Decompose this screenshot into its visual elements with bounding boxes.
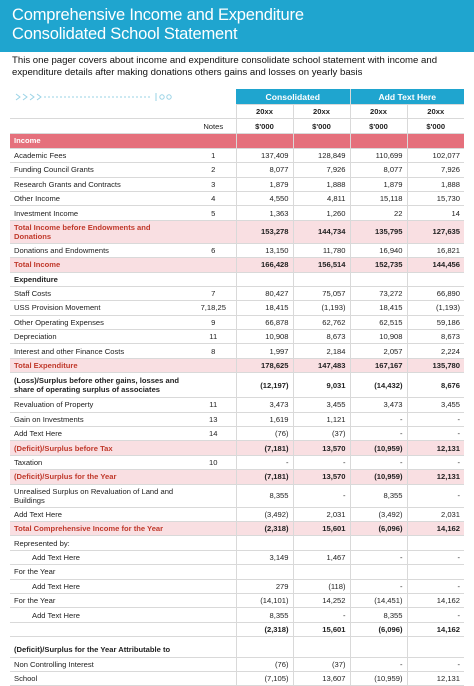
title-line-1: Comprehensive Income and Expenditure bbox=[12, 6, 304, 24]
row-value: 2,057 bbox=[350, 344, 407, 358]
row-note: 8 bbox=[191, 344, 236, 358]
row-label: Gain on Investments bbox=[10, 412, 191, 426]
row-value: - bbox=[407, 455, 464, 469]
table-row bbox=[10, 344, 464, 358]
row-value: 3,455 bbox=[293, 398, 350, 412]
row-value: - bbox=[407, 550, 464, 564]
table-row bbox=[10, 398, 464, 412]
row-value bbox=[350, 272, 407, 286]
row-value: 66,890 bbox=[407, 286, 464, 300]
row-label: Total Income before Endowments and Donations bbox=[10, 220, 191, 243]
table-row bbox=[10, 550, 464, 564]
row-value: 1,467 bbox=[293, 550, 350, 564]
row-value: - bbox=[293, 455, 350, 469]
row-label: Unrealised Surplus on Revaluation of Land and Buildings bbox=[10, 484, 191, 507]
row-value: 8,673 bbox=[407, 330, 464, 344]
row-value: (76) bbox=[236, 657, 293, 671]
row-note bbox=[191, 272, 236, 286]
row-note: 10 bbox=[191, 455, 236, 469]
row-note bbox=[191, 220, 236, 243]
row-value: (14,101) bbox=[236, 593, 293, 607]
row-note bbox=[191, 608, 236, 622]
add-text-header: Add Text Here bbox=[350, 89, 464, 105]
row-value: - bbox=[236, 455, 293, 469]
row-value: 8,355 bbox=[350, 484, 407, 507]
row-value: (10,959) bbox=[350, 671, 407, 685]
row-label: For the Year bbox=[10, 565, 191, 579]
row-value: - bbox=[407, 608, 464, 622]
row-value: 1,879 bbox=[236, 177, 293, 191]
row-label: Total Income bbox=[10, 258, 191, 272]
row-value: 166,428 bbox=[236, 258, 293, 272]
row-value bbox=[407, 643, 464, 657]
table-row bbox=[10, 441, 464, 455]
row-value: 15,601 bbox=[293, 622, 350, 636]
row-value: 2,031 bbox=[293, 507, 350, 521]
row-note bbox=[191, 484, 236, 507]
row-note: 6 bbox=[191, 243, 236, 257]
table-row bbox=[10, 373, 464, 398]
row-value: 18,415 bbox=[236, 301, 293, 315]
row-label: Income bbox=[10, 133, 191, 148]
row-label: Add Text Here bbox=[10, 608, 191, 622]
row-value bbox=[236, 643, 293, 657]
table-row bbox=[10, 593, 464, 607]
table-row bbox=[10, 330, 464, 344]
row-value: 13,607 bbox=[293, 671, 350, 685]
table-row bbox=[10, 608, 464, 622]
row-value: - bbox=[350, 657, 407, 671]
row-note bbox=[191, 441, 236, 455]
row-value: 13,150 bbox=[236, 243, 293, 257]
intro-text: This one pager covers about income and expenditure consolidate school statement with income and expenditure details after making donations others gains and losses on yearly basis bbox=[12, 55, 438, 78]
table-row bbox=[10, 220, 464, 243]
row-note bbox=[191, 470, 236, 484]
row-label: Add Text Here bbox=[10, 579, 191, 593]
row-value: 4,550 bbox=[236, 191, 293, 205]
row-label bbox=[10, 622, 191, 636]
row-value: 62,515 bbox=[350, 315, 407, 329]
row-value bbox=[236, 536, 293, 550]
table-row bbox=[10, 301, 464, 315]
row-value: 102,077 bbox=[407, 148, 464, 162]
row-value: - bbox=[350, 412, 407, 426]
row-value: 80,427 bbox=[236, 286, 293, 300]
currency-header: $'000 bbox=[293, 119, 350, 133]
row-value: 10,908 bbox=[350, 330, 407, 344]
row-value: 22 bbox=[350, 206, 407, 220]
table-row bbox=[10, 427, 464, 441]
table-row bbox=[10, 412, 464, 426]
row-label: (Deficit)/Surplus before Tax bbox=[10, 441, 191, 455]
row-label: Depreciation bbox=[10, 330, 191, 344]
table-row bbox=[10, 206, 464, 220]
row-value: 75,057 bbox=[293, 286, 350, 300]
row-value: (2,318) bbox=[236, 521, 293, 535]
row-value bbox=[236, 133, 293, 148]
row-value: - bbox=[407, 412, 464, 426]
row-value: 13,570 bbox=[293, 441, 350, 455]
row-value: 2,031 bbox=[407, 507, 464, 521]
row-value: 1,888 bbox=[407, 177, 464, 191]
table-row bbox=[10, 177, 464, 191]
row-value: 10,908 bbox=[236, 330, 293, 344]
row-value: (3,492) bbox=[350, 507, 407, 521]
table-row bbox=[10, 484, 464, 507]
table-row bbox=[10, 521, 464, 535]
row-value: 62,762 bbox=[293, 315, 350, 329]
row-value: 2,224 bbox=[407, 344, 464, 358]
row-label: Research Grants and Contracts bbox=[10, 177, 191, 191]
row-label: School bbox=[10, 671, 191, 685]
row-value: 147,483 bbox=[293, 358, 350, 372]
table-row bbox=[10, 507, 464, 521]
row-value: 137,409 bbox=[236, 148, 293, 162]
row-value: 16,821 bbox=[407, 243, 464, 257]
table-row bbox=[10, 579, 464, 593]
table-row bbox=[10, 243, 464, 257]
row-note: 1 bbox=[191, 148, 236, 162]
table-row bbox=[10, 148, 464, 162]
row-value bbox=[236, 272, 293, 286]
table-row bbox=[10, 470, 464, 484]
row-value: 12,131 bbox=[407, 441, 464, 455]
title-line-2: Consolidated School Statement bbox=[12, 25, 238, 43]
table-row bbox=[10, 258, 464, 272]
row-value: 59,186 bbox=[407, 315, 464, 329]
year-header: 20xx bbox=[293, 105, 350, 119]
row-value: 9,031 bbox=[293, 373, 350, 398]
row-value: 8,077 bbox=[236, 163, 293, 177]
title-banner bbox=[0, 0, 474, 52]
row-note bbox=[191, 593, 236, 607]
row-label: For the Year bbox=[10, 593, 191, 607]
row-value: 8,673 bbox=[293, 330, 350, 344]
row-value: 15,118 bbox=[350, 191, 407, 205]
row-value: (2,318) bbox=[236, 622, 293, 636]
row-value bbox=[293, 536, 350, 550]
row-note: 11 bbox=[191, 330, 236, 344]
row-value: 128,849 bbox=[293, 148, 350, 162]
row-value: 15,601 bbox=[293, 521, 350, 535]
row-label: (Deficit)/Surplus for the Year bbox=[10, 470, 191, 484]
row-value: (37) bbox=[293, 427, 350, 441]
row-value: (12,197) bbox=[236, 373, 293, 398]
row-value: 178,625 bbox=[236, 358, 293, 372]
row-note: 14 bbox=[191, 427, 236, 441]
row-value: (1,193) bbox=[407, 301, 464, 315]
row-value: 1,997 bbox=[236, 344, 293, 358]
table-row bbox=[10, 315, 464, 329]
row-note bbox=[191, 521, 236, 535]
row-label: Add Text Here bbox=[10, 427, 191, 441]
row-value: 144,456 bbox=[407, 258, 464, 272]
row-value: 156,514 bbox=[293, 258, 350, 272]
row-value: (6,096) bbox=[350, 521, 407, 535]
table-row bbox=[10, 455, 464, 469]
row-note: 2 bbox=[191, 163, 236, 177]
row-label: Represented by: bbox=[10, 536, 191, 550]
row-label: Total Comprehensive Income for the Year bbox=[10, 521, 191, 535]
row-value: 11,780 bbox=[293, 243, 350, 257]
row-label: Interest and other Finance Costs bbox=[10, 344, 191, 358]
row-note bbox=[191, 373, 236, 398]
table-row bbox=[10, 622, 464, 636]
row-note bbox=[191, 550, 236, 564]
row-value: (6,096) bbox=[350, 622, 407, 636]
row-value: (1,193) bbox=[293, 301, 350, 315]
row-value: 1,619 bbox=[236, 412, 293, 426]
statement-table bbox=[10, 89, 464, 686]
row-value: 3,473 bbox=[350, 398, 407, 412]
row-value: 127,635 bbox=[407, 220, 464, 243]
row-value bbox=[407, 272, 464, 286]
year-header: 20xx bbox=[236, 105, 293, 119]
row-value: 7,926 bbox=[407, 163, 464, 177]
row-label: Add Text Here bbox=[10, 550, 191, 564]
row-value: (76) bbox=[236, 427, 293, 441]
row-note bbox=[191, 536, 236, 550]
row-note: 5 bbox=[191, 206, 236, 220]
row-note: 4 bbox=[191, 191, 236, 205]
row-value: (10,959) bbox=[350, 470, 407, 484]
row-value: 14,162 bbox=[407, 521, 464, 535]
row-value: (7,181) bbox=[236, 470, 293, 484]
row-label: Funding Council Grants bbox=[10, 163, 191, 177]
row-value: 8,355 bbox=[236, 608, 293, 622]
notes-header: Notes bbox=[191, 119, 236, 133]
row-value: (37) bbox=[293, 657, 350, 671]
row-value: 14,162 bbox=[407, 593, 464, 607]
row-value: 279 bbox=[236, 579, 293, 593]
table-row bbox=[10, 133, 464, 148]
currency-header: $'000 bbox=[350, 119, 407, 133]
row-value: - bbox=[407, 657, 464, 671]
row-value: 2,184 bbox=[293, 344, 350, 358]
row-note bbox=[191, 579, 236, 593]
row-label: Academic Fees bbox=[10, 148, 191, 162]
row-value: 12,131 bbox=[407, 671, 464, 685]
table-row bbox=[10, 643, 464, 657]
row-note bbox=[191, 657, 236, 671]
row-label: Expenditure bbox=[10, 272, 191, 286]
row-value: - bbox=[407, 579, 464, 593]
row-value bbox=[350, 565, 407, 579]
row-note: 11 bbox=[191, 398, 236, 412]
row-value: - bbox=[407, 427, 464, 441]
row-label: USS Provision Movement bbox=[10, 301, 191, 315]
row-value: 12,131 bbox=[407, 470, 464, 484]
table-row bbox=[10, 358, 464, 372]
row-note: 9 bbox=[191, 315, 236, 329]
table-row bbox=[10, 565, 464, 579]
consolidated-header: Consolidated bbox=[236, 89, 350, 105]
row-note bbox=[191, 358, 236, 372]
year-header: 20xx bbox=[407, 105, 464, 119]
row-label: Investment Income bbox=[10, 206, 191, 220]
row-note: 3 bbox=[191, 177, 236, 191]
row-value: 73,272 bbox=[350, 286, 407, 300]
row-value: (118) bbox=[293, 579, 350, 593]
row-label: Staff Costs bbox=[10, 286, 191, 300]
row-label: Add Text Here bbox=[10, 507, 191, 521]
row-value: (10,959) bbox=[350, 441, 407, 455]
row-value: (3,492) bbox=[236, 507, 293, 521]
row-value: 14,252 bbox=[293, 593, 350, 607]
year-header: 20xx bbox=[350, 105, 407, 119]
row-value bbox=[293, 643, 350, 657]
row-value bbox=[350, 536, 407, 550]
row-value: 4,811 bbox=[293, 191, 350, 205]
row-value bbox=[293, 133, 350, 148]
table-row bbox=[10, 536, 464, 550]
row-value bbox=[350, 133, 407, 148]
row-value: - bbox=[350, 550, 407, 564]
table-row bbox=[10, 657, 464, 671]
row-note bbox=[191, 507, 236, 521]
row-note: 13 bbox=[191, 412, 236, 426]
row-label: (Deficit)/Surplus for the Year Attributable to bbox=[10, 643, 191, 657]
row-value bbox=[293, 565, 350, 579]
row-value: (14,451) bbox=[350, 593, 407, 607]
row-value: 3,473 bbox=[236, 398, 293, 412]
row-value: 16,940 bbox=[350, 243, 407, 257]
row-note: 7 bbox=[191, 286, 236, 300]
row-value: 3,149 bbox=[236, 550, 293, 564]
row-value: 8,355 bbox=[350, 608, 407, 622]
row-value: 1,121 bbox=[293, 412, 350, 426]
row-value: 135,780 bbox=[407, 358, 464, 372]
row-value: 153,278 bbox=[236, 220, 293, 243]
row-value: - bbox=[350, 427, 407, 441]
row-value bbox=[407, 133, 464, 148]
row-label: Other Operating Expenses bbox=[10, 315, 191, 329]
row-label: Donations and Endowments bbox=[10, 243, 191, 257]
row-value: - bbox=[407, 484, 464, 507]
row-value: (7,181) bbox=[236, 441, 293, 455]
row-value: 15,730 bbox=[407, 191, 464, 205]
table-row bbox=[10, 163, 464, 177]
row-value: 18,415 bbox=[350, 301, 407, 315]
row-value: 1,888 bbox=[293, 177, 350, 191]
row-label: Other Income bbox=[10, 191, 191, 205]
row-label: Revaluation of Property bbox=[10, 398, 191, 412]
row-value bbox=[350, 643, 407, 657]
row-value: 3,455 bbox=[407, 398, 464, 412]
row-note bbox=[191, 565, 236, 579]
row-value: 1,260 bbox=[293, 206, 350, 220]
row-value: 144,734 bbox=[293, 220, 350, 243]
row-value: - bbox=[293, 484, 350, 507]
row-label: Taxation bbox=[10, 455, 191, 469]
currency-header: $'000 bbox=[236, 119, 293, 133]
row-note bbox=[191, 133, 236, 148]
table-row bbox=[10, 286, 464, 300]
table-row bbox=[10, 191, 464, 205]
row-value: 152,735 bbox=[350, 258, 407, 272]
row-value: 167,167 bbox=[350, 358, 407, 372]
row-value: 8,077 bbox=[350, 163, 407, 177]
row-value: 1,879 bbox=[350, 177, 407, 191]
row-value: 8,676 bbox=[407, 373, 464, 398]
row-label: Non Controlling Interest bbox=[10, 657, 191, 671]
row-value bbox=[407, 536, 464, 550]
row-value bbox=[236, 565, 293, 579]
row-label: (Loss)/Surplus before other gains, losses and share of operating surplus of associates bbox=[10, 373, 191, 398]
table-row bbox=[10, 272, 464, 286]
row-value: 66,878 bbox=[236, 315, 293, 329]
row-value: 7,926 bbox=[293, 163, 350, 177]
row-value: 110,699 bbox=[350, 148, 407, 162]
row-value: - bbox=[350, 579, 407, 593]
row-value: (14,432) bbox=[350, 373, 407, 398]
row-note bbox=[191, 258, 236, 272]
row-value bbox=[293, 272, 350, 286]
row-note bbox=[191, 643, 236, 657]
row-value: - bbox=[350, 455, 407, 469]
currency-header: $'000 bbox=[407, 119, 464, 133]
row-value: 8,355 bbox=[236, 484, 293, 507]
decorative-dots-icon bbox=[14, 92, 174, 102]
row-value bbox=[407, 565, 464, 579]
row-note bbox=[191, 622, 236, 636]
row-value: 14,162 bbox=[407, 622, 464, 636]
row-value: (7,105) bbox=[236, 671, 293, 685]
row-value: - bbox=[293, 608, 350, 622]
row-value: 14 bbox=[407, 206, 464, 220]
row-note: 7,18,25 bbox=[191, 301, 236, 315]
row-value: 135,795 bbox=[350, 220, 407, 243]
row-value: 13,570 bbox=[293, 470, 350, 484]
row-label: Total Expenditure bbox=[10, 358, 191, 372]
row-value: 1,363 bbox=[236, 206, 293, 220]
